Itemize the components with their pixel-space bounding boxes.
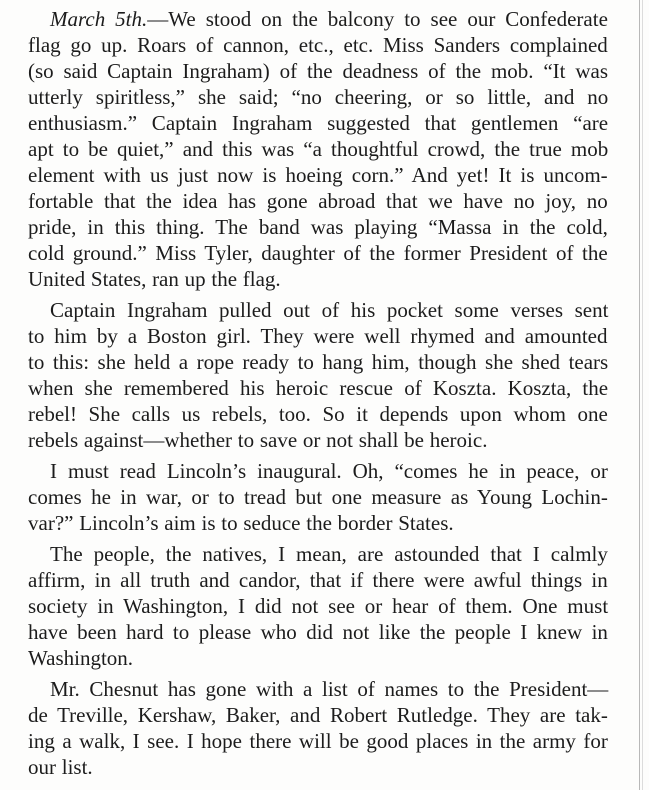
text-line: rebel! She calls us rebels, too. So it depends upon whom one (28, 402, 608, 426)
text-line: element with us just now is hoeing corn.” And yet! It is uncom- (28, 163, 608, 187)
text-line: pride, in this thing. The band was playing “Massa in the cold, (28, 215, 608, 239)
text-line-content: —We stood on the balcony to see our Confederate (147, 7, 608, 31)
text-line: var?” Lincoln’s aim is to seduce the border States. (28, 511, 454, 535)
text-line: fortable that the idea has gone abroad that we have no joy, no (28, 189, 608, 213)
text-line: society in Washington, I did not see or hear of them. One must (28, 594, 609, 618)
diary-entry (28, 6, 630, 780)
text-line: to him by a Boston girl. They were well rhymed and amounted (28, 324, 608, 348)
text-line: enthusiasm.” Captain Ingraham suggested that gentlemen “are (28, 111, 609, 135)
paragraph (28, 458, 630, 536)
page-edge-shadow-light (642, 0, 643, 790)
text-line: (so said Captain Ingraham) of the deadness of the mob. “It was (28, 59, 609, 83)
text-line: to this: she held a rope ready to hang him, though she shed tears (28, 350, 609, 374)
paragraph (28, 6, 630, 292)
text-line: United States, ran up the flag. (28, 267, 281, 291)
text-line: Mr. Chesnut has gone with a list of names to the President— (50, 677, 609, 701)
text-line: cold ground.” Miss Tyler, daughter of the former President of the (28, 241, 608, 265)
text-line: de Treville, Kershaw, Baker, and Robert Rutledge. They are tak- (28, 703, 608, 727)
text-line: have been hard to please who did not like the people I knew in (28, 620, 608, 644)
text-line: rebels against—whether to save or not shall be heroic. (28, 428, 488, 452)
paragraph (28, 297, 630, 453)
text-line: affirm, in all truth and candor, that if there were awful things in (28, 568, 608, 592)
text-line: I must read Lincoln’s inaugural. Oh, “comes he in peace, or (50, 459, 608, 483)
text-line (28, 6, 630, 32)
text-line: when she remembered his heroic rescue of Koszta. Koszta, the (28, 376, 609, 400)
text-line: our list. (28, 755, 93, 779)
text-line: ing a walk, I see. I hope there will be good places in the army for (28, 729, 608, 753)
text-line: apt to be quiet,” and this was “a thoughtful crowd, the true mob (28, 137, 609, 161)
text-line: The people, the natives, I mean, are astounded that I calmly (50, 542, 608, 566)
text-line: comes he in war, or to tread but one measure as Young Lochin- (28, 485, 608, 509)
text-line: Washington. (28, 646, 134, 670)
paragraph (28, 676, 630, 780)
text-line: Captain Ingraham pulled out of his pocket some verses sent (50, 298, 609, 322)
text-line: utterly spiritless,” she said; “no cheering, or so little, and no (28, 85, 609, 109)
paragraph (28, 541, 630, 671)
text-line: flag go up. Roars of cannon, etc., etc. Miss Sanders complained (28, 33, 608, 57)
entry-date: March 5th. (50, 7, 148, 31)
page-edge-shadow (639, 0, 640, 790)
